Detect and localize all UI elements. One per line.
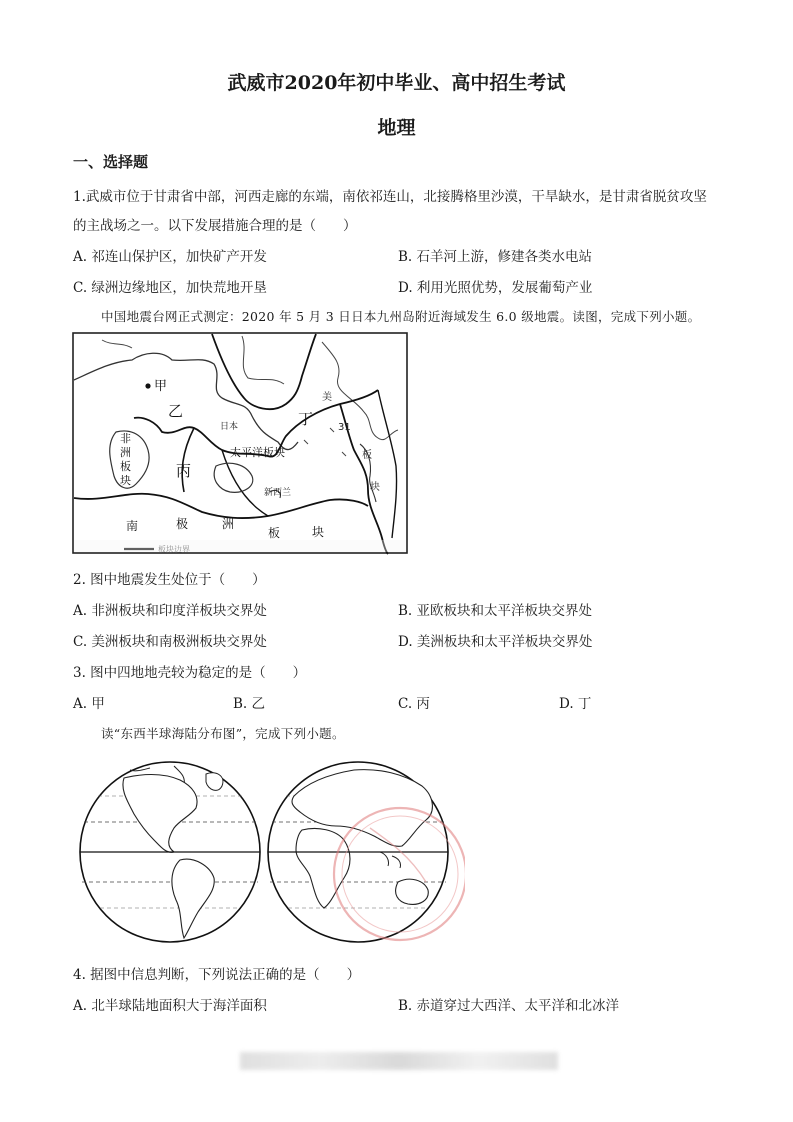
- q1-option-a[interactable]: A. 祁连山保护区，加快矿产开发: [73, 249, 267, 265]
- q4-stem: 4. 据图中信息判断，下列说法正确的是（ ）: [73, 967, 361, 983]
- q1-stem-line1: 1.武威市位于甘肃省中部，河西走廊的东端，南依祁连山，北接腾格里沙漠，干旱缺水，是甘肃省脱贫攻坚: [73, 189, 707, 205]
- exam-title: 武威市2020年初中毕业、高中招生考试: [227, 72, 566, 94]
- q2-stem: 2. 图中地震发生处位于（ ）: [73, 572, 266, 588]
- map-label-japan: 日本: [220, 422, 239, 432]
- map-label-bing: 丙: [176, 462, 192, 480]
- q1-option-b[interactable]: B. 石羊河上游，修建各类水电站: [398, 249, 593, 265]
- map-label-newzealand: 新西兰: [264, 488, 292, 498]
- footer-watermark: [240, 1052, 558, 1070]
- map-label-mark3: 板: [362, 450, 372, 461]
- q3-option-d[interactable]: D. 丁: [559, 696, 592, 712]
- q2-option-b[interactable]: B. 亚欧板块和太平洋板块交界处: [398, 603, 593, 619]
- q2-intro: 中国地震台网正式测定：2020 年 5 月 3 日日本九州岛附近海域发生 6.0 级地震。读图，完成下列小题。: [101, 309, 701, 324]
- map-label-mark4: 块: [370, 482, 380, 493]
- q3-option-b[interactable]: B. 乙: [233, 696, 266, 712]
- map-label-mark2: 31: [338, 422, 351, 433]
- hemispheres-map: [70, 756, 465, 948]
- subject-title: 地理: [377, 117, 416, 139]
- q4-intro: 读“东西半球海陆分布图”，完成下列小题。: [101, 726, 345, 741]
- q2-option-a[interactable]: A. 非洲板块和印度洋板块交界处: [73, 603, 267, 619]
- q3-option-a[interactable]: A. 甲: [73, 696, 105, 712]
- q1-option-c[interactable]: C. 绿洲边缘地区，加快荒地开垦: [73, 280, 267, 296]
- map-label-antarctic-4: 板: [268, 526, 281, 540]
- map-label-jia: 甲: [154, 379, 168, 394]
- map-label-antarctic-5: 块: [312, 525, 325, 539]
- map-label-africa-2: 洲: [120, 446, 131, 459]
- map-label-antarctic-3: 洲: [222, 517, 235, 531]
- q4-option-b[interactable]: B. 赤道穿过大西洋、太平洋和北冰洋: [398, 998, 620, 1014]
- map-label-ding: 丁: [298, 410, 314, 428]
- q2-option-d[interactable]: D. 美洲板块和太平洋板块交界处: [398, 634, 593, 650]
- map-label-africa-3: 板: [120, 460, 131, 473]
- western-hemisphere: [80, 762, 260, 942]
- eastern-hemisphere: [268, 762, 448, 942]
- map-label-antarctic-2: 极: [176, 517, 189, 531]
- q1-option-d[interactable]: D. 利用光照优势，发展葡萄产业: [398, 280, 593, 296]
- map-label-africa-4: 块: [120, 474, 131, 487]
- q4-option-a[interactable]: A. 北半球陆地面积大于海洋面积: [73, 998, 267, 1014]
- legend-text: 板块边界: [158, 545, 190, 554]
- section-heading: 一、选择题: [73, 153, 149, 171]
- map-label-africa-1: 非: [120, 432, 131, 445]
- q3-option-c[interactable]: C. 丙: [398, 696, 430, 712]
- q3-stem: 3. 图中四地地壳较为稳定的是（ ）: [73, 665, 307, 681]
- q1-stem-line2: 的主战场之一。以下发展措施合理的是（ ）: [73, 218, 357, 234]
- map-label-antarctic-1: 南: [126, 519, 139, 533]
- map-label-pacific-plate: 太平洋板块: [230, 446, 285, 459]
- map-label-mark1: 美: [322, 392, 332, 403]
- plate-map: [72, 332, 410, 558]
- map-label-yi: 乙: [168, 402, 184, 420]
- q2-option-c[interactable]: C. 美洲板块和南极洲板块交界处: [73, 634, 267, 650]
